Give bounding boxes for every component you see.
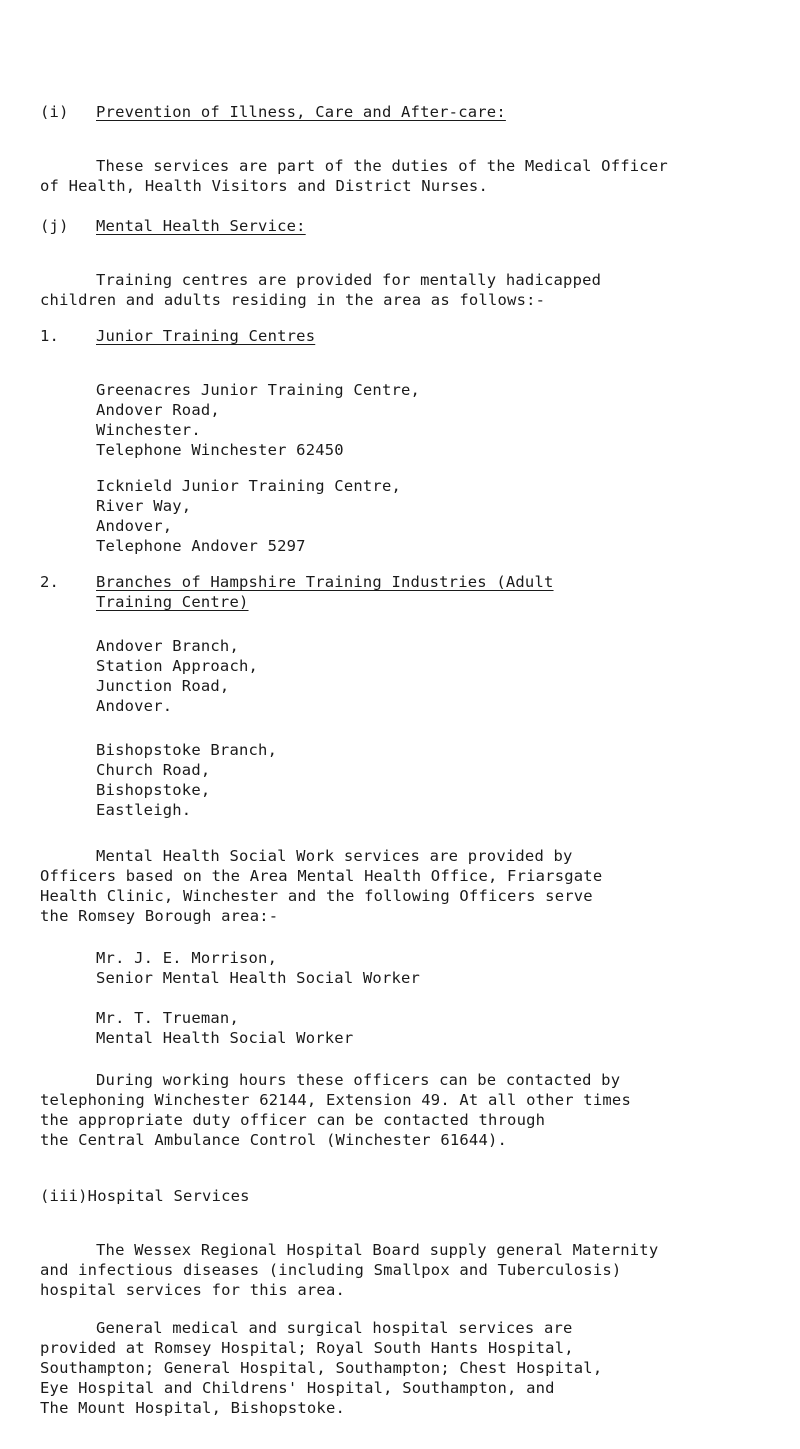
section-j-number: (j)	[40, 217, 69, 235]
officer-title: Mental Health Social Worker	[96, 1029, 354, 1047]
hospital-para-line: The Wessex Regional Hospital Board supply general Maternity	[96, 1241, 659, 1259]
item-2-number: 2.	[40, 573, 60, 591]
section-j-heading: Mental Health Service:	[96, 217, 306, 235]
address-line: Andover,	[96, 517, 173, 535]
section-iii-heading: (iii)Hospital Services	[40, 1187, 250, 1205]
contact-line: the appropriate duty officer can be contacted through	[40, 1111, 546, 1129]
contact-line: During working hours these officers can be contacted by	[96, 1071, 621, 1089]
item-2-title: Branches of Hampshire Training Industries (Adult	[96, 573, 554, 591]
section-i-text-line: These services are part of the duties of the Medical Officer	[96, 157, 668, 175]
hospital-para-line: The Mount Hospital, Bishopstoke.	[40, 1399, 346, 1417]
phone-line: Telephone Winchester 62450	[96, 441, 344, 459]
address-line: Winchester.	[96, 421, 201, 439]
social-work-line: the Romsey Borough area:-	[40, 907, 279, 925]
hospital-para-line: Southampton; General Hospital, Southampton; Chest Hospital,	[40, 1359, 603, 1377]
hospital-para-line: and infectious diseases (including Smallpox and Tuberculosis)	[40, 1261, 622, 1279]
address-line: Greenacres Junior Training Centre,	[96, 381, 421, 399]
social-work-line: Mental Health Social Work services are provided by	[96, 847, 573, 865]
address-line: Andover.	[96, 697, 173, 715]
section-j-intro-line: Training centres are provided for mentally hadicapped	[96, 271, 602, 289]
section-i-heading: Prevention of Illness, Care and After-care:	[96, 103, 506, 121]
officer-title: Senior Mental Health Social Worker	[96, 969, 421, 987]
hospital-para-line: provided at Romsey Hospital; Royal South Hants Hospital,	[40, 1339, 574, 1357]
section-j-intro-line: children and adults residing in the area as follows:-	[40, 291, 546, 309]
address-line: River Way,	[96, 497, 192, 515]
contact-line: the Central Ambulance Control (Winchester 61644).	[40, 1131, 508, 1149]
section-i-text-line: of Health, Health Visitors and District Nurses.	[40, 177, 488, 195]
address-line: Bishopstoke Branch,	[96, 741, 278, 759]
contact-line: telephoning Winchester 62144, Extension 49. At all other times	[40, 1091, 631, 1109]
address-line: Bishopstoke,	[96, 781, 211, 799]
phone-line: Telephone Andover 5297	[96, 537, 306, 555]
hospital-para-line: General medical and surgical hospital services are	[96, 1319, 573, 1337]
social-work-line: Health Clinic, Winchester and the following Officers serve	[40, 887, 593, 905]
address-line: Andover Road,	[96, 401, 220, 419]
section-i-number: (i)	[40, 103, 69, 121]
address-line: Icknield Junior Training Centre,	[96, 477, 402, 495]
officer-name: Mr. J. E. Morrison,	[96, 949, 278, 967]
address-line: Station Approach,	[96, 657, 259, 675]
item-1-number: 1.	[40, 327, 60, 345]
address-line: Eastleigh.	[96, 801, 192, 819]
item-1-title: Junior Training Centres	[96, 327, 316, 345]
hospital-para-line: hospital services for this area.	[40, 1281, 346, 1299]
social-work-line: Officers based on the Area Mental Health Office, Friarsgate	[40, 867, 603, 885]
item-2-title: Training Centre)	[96, 593, 249, 611]
officer-name: Mr. T. Trueman,	[96, 1009, 239, 1027]
hospital-para-line: Eye Hospital and Childrens' Hospital, Southampton, and	[40, 1379, 555, 1397]
address-line: Andover Branch,	[96, 637, 239, 655]
address-line: Junction Road,	[96, 677, 230, 695]
address-line: Church Road,	[96, 761, 211, 779]
